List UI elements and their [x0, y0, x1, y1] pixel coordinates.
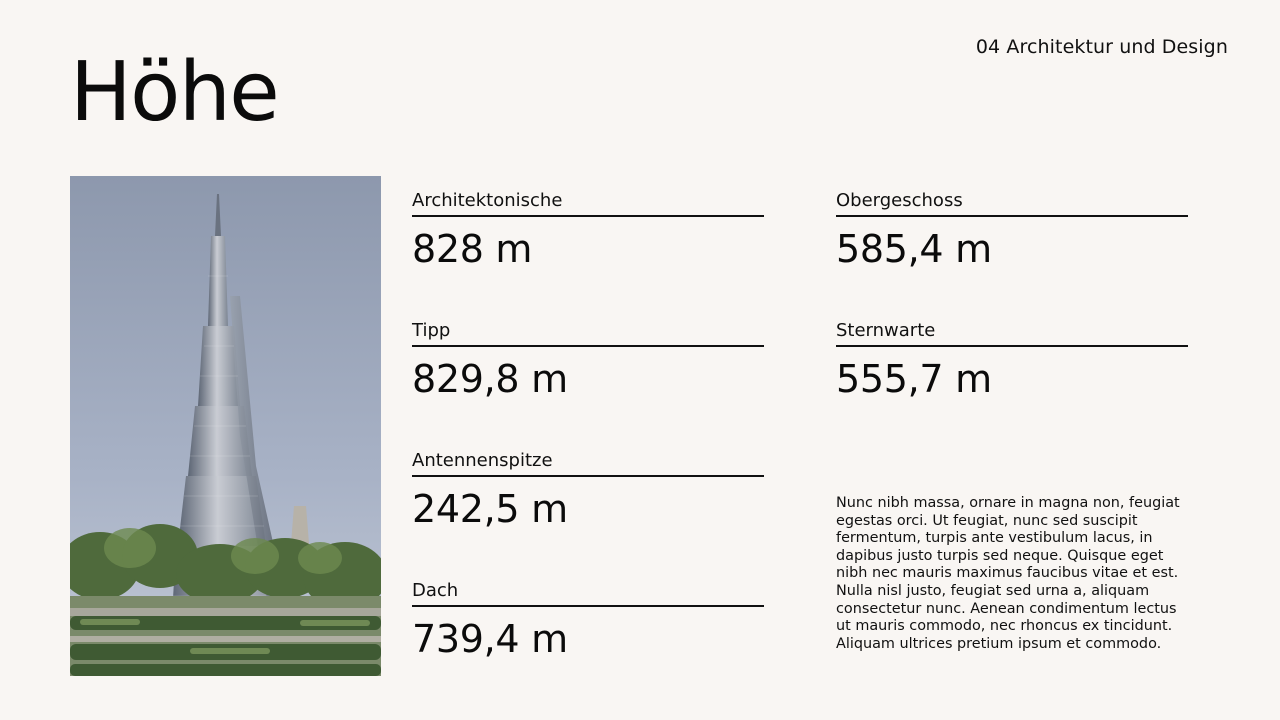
- stat-label: Architektonische: [412, 188, 764, 217]
- stat-label: Dach: [412, 578, 764, 607]
- stat-antenna-spire: [412, 448, 764, 537]
- stat-architectural-height: [412, 188, 764, 277]
- stat-label: Tipp: [412, 318, 764, 347]
- section-label: 04 Architektur und Design: [975, 36, 1228, 58]
- stat-observatory: [836, 318, 1188, 407]
- stat-value: 555,7 m: [836, 357, 992, 401]
- stat-value: 242,5 m: [412, 487, 568, 531]
- tower-photo: [70, 176, 381, 676]
- stat-label: Antennenspitze: [412, 448, 764, 477]
- stat-value: 739,4 m: [412, 617, 568, 661]
- stat-top-floor: [836, 188, 1188, 277]
- body-paragraph: Nunc nibh massa, ornare in magna non, feugiat egestas orci. Ut feugiat, nunc sed suscipit fermentum, turpis ante vestibulum lacus, in dapibus justo turpis sed neque. Quisque eget nibh nec mauris maximus faucibus vitae et est. Nulla nisl justo, feugiat sed urna a, aliquam consectetur nunc. Aenean condimentum lectus ut mauris commodo, nec rhoncus ex tincidunt. Aliquam ultrices pretium ipsum et commodo.: [836, 495, 1180, 652]
- stat-label: Obergeschoss: [836, 188, 1188, 217]
- stat-value: 829,8 m: [412, 357, 568, 401]
- stat-value: 828 m: [412, 227, 533, 271]
- page-title: Höhe: [70, 45, 279, 140]
- stat-value: 585,4 m: [836, 227, 992, 271]
- stat-label: Sternwarte: [836, 318, 1188, 347]
- stat-roof-height: [412, 578, 764, 667]
- stat-tip-height: [412, 318, 764, 407]
